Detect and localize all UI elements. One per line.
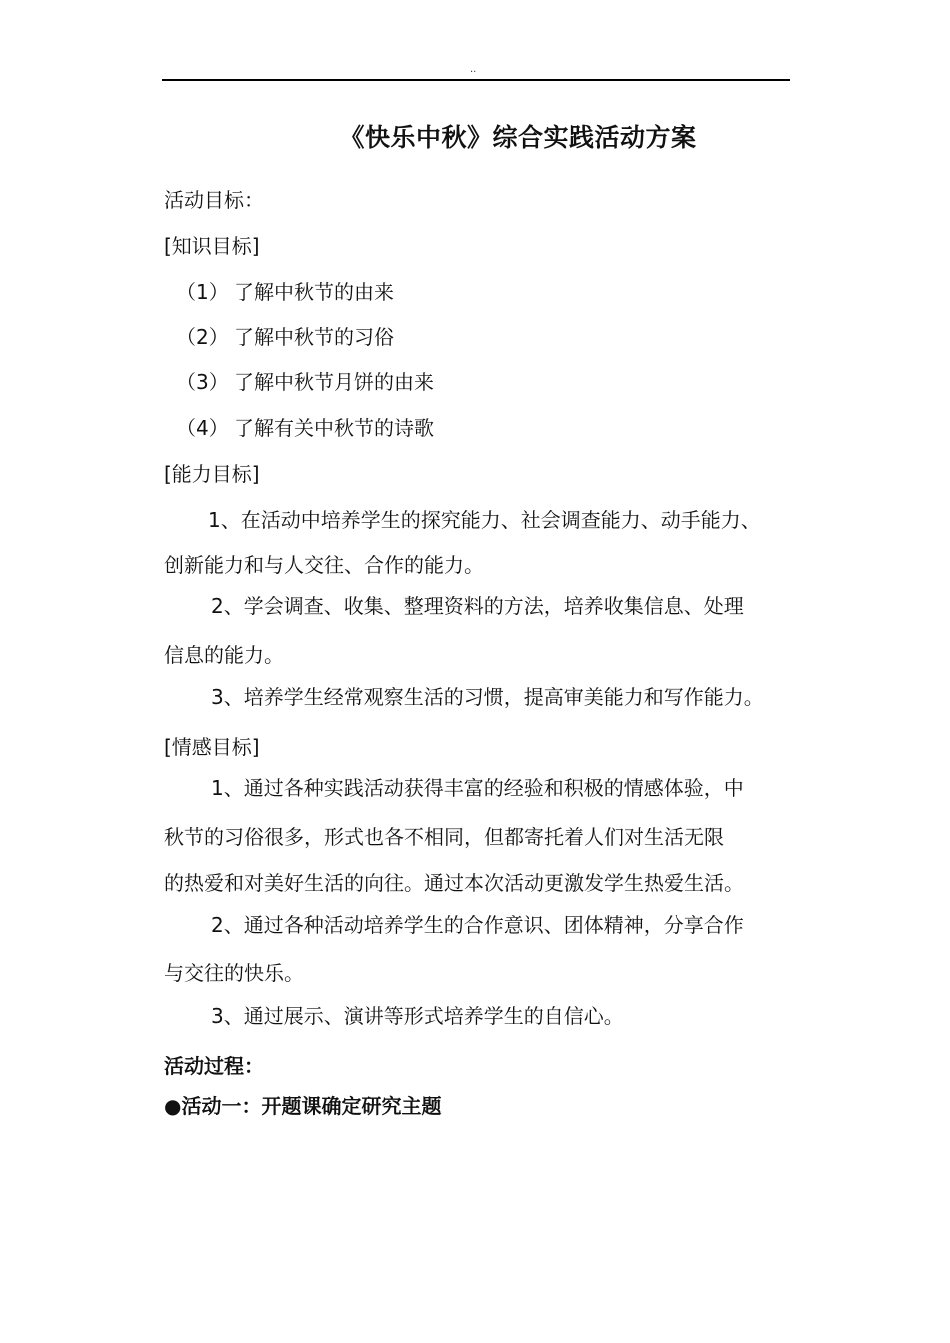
list-item — [176, 413, 434, 443]
paragraph-line: 与交往的快乐。 — [164, 961, 304, 985]
paragraph-line: 创新能力和与人交往、合作的能力。 — [164, 553, 484, 577]
ability-heading: [能力目标] — [164, 462, 260, 486]
activity-heading: ●活动一：开题课确定研究主题 — [164, 1094, 442, 1118]
paragraph-line: 1、在活动中培养学生的探究能力、社会调查能力、动手能力、 — [208, 508, 761, 532]
list-item-number: （3） — [176, 370, 229, 394]
header-mark: .. — [470, 64, 477, 75]
list-item-text: 了解中秋节的习俗 — [234, 325, 394, 349]
header-rule — [162, 79, 790, 81]
list-item-number: （4） — [176, 416, 229, 440]
paragraph-line: 的热爱和对美好生活的向往。通过本次活动更激发学生热爱生活。 — [164, 871, 744, 895]
list-item-text: 了解有关中秋节的诗歌 — [234, 416, 434, 440]
list-item — [176, 277, 394, 307]
list-item-text: 了解中秋节的由来 — [234, 280, 394, 304]
paragraph-line: 信息的能力。 — [164, 643, 284, 667]
emotion-heading: [情感目标] — [164, 735, 260, 759]
paragraph-line: 3、培养学生经常观察生活的习惯，提高审美能力和写作能力。 — [211, 685, 764, 709]
paragraph-line: 1、通过各种实践活动获得丰富的经验和积极的情感体验，中 — [211, 776, 744, 800]
objectives-heading: 活动目标： — [164, 188, 264, 212]
list-item — [176, 367, 434, 397]
paragraph-line: 2、通过各种活动培养学生的合作意识、团体精神，分享合作 — [211, 913, 744, 937]
knowledge-heading: [知识目标] — [164, 234, 260, 258]
list-item-number: （1） — [176, 280, 229, 304]
list-item — [176, 322, 394, 352]
list-item-text: 了解中秋节月饼的由来 — [234, 370, 434, 394]
page-title: 《快乐中秋》综合实践活动方案 — [339, 123, 697, 152]
process-heading: 活动过程： — [164, 1054, 264, 1078]
paragraph-line: 2、学会调查、收集、整理资料的方法，培养收集信息、处理 — [211, 594, 744, 618]
paragraph-line: 秋节的习俗很多，形式也各不相同，但都寄托着人们对生活无限 — [164, 825, 724, 849]
paragraph-line: 3、通过展示、演讲等形式培养学生的自信心。 — [211, 1004, 624, 1028]
list-item-number: （2） — [176, 325, 229, 349]
